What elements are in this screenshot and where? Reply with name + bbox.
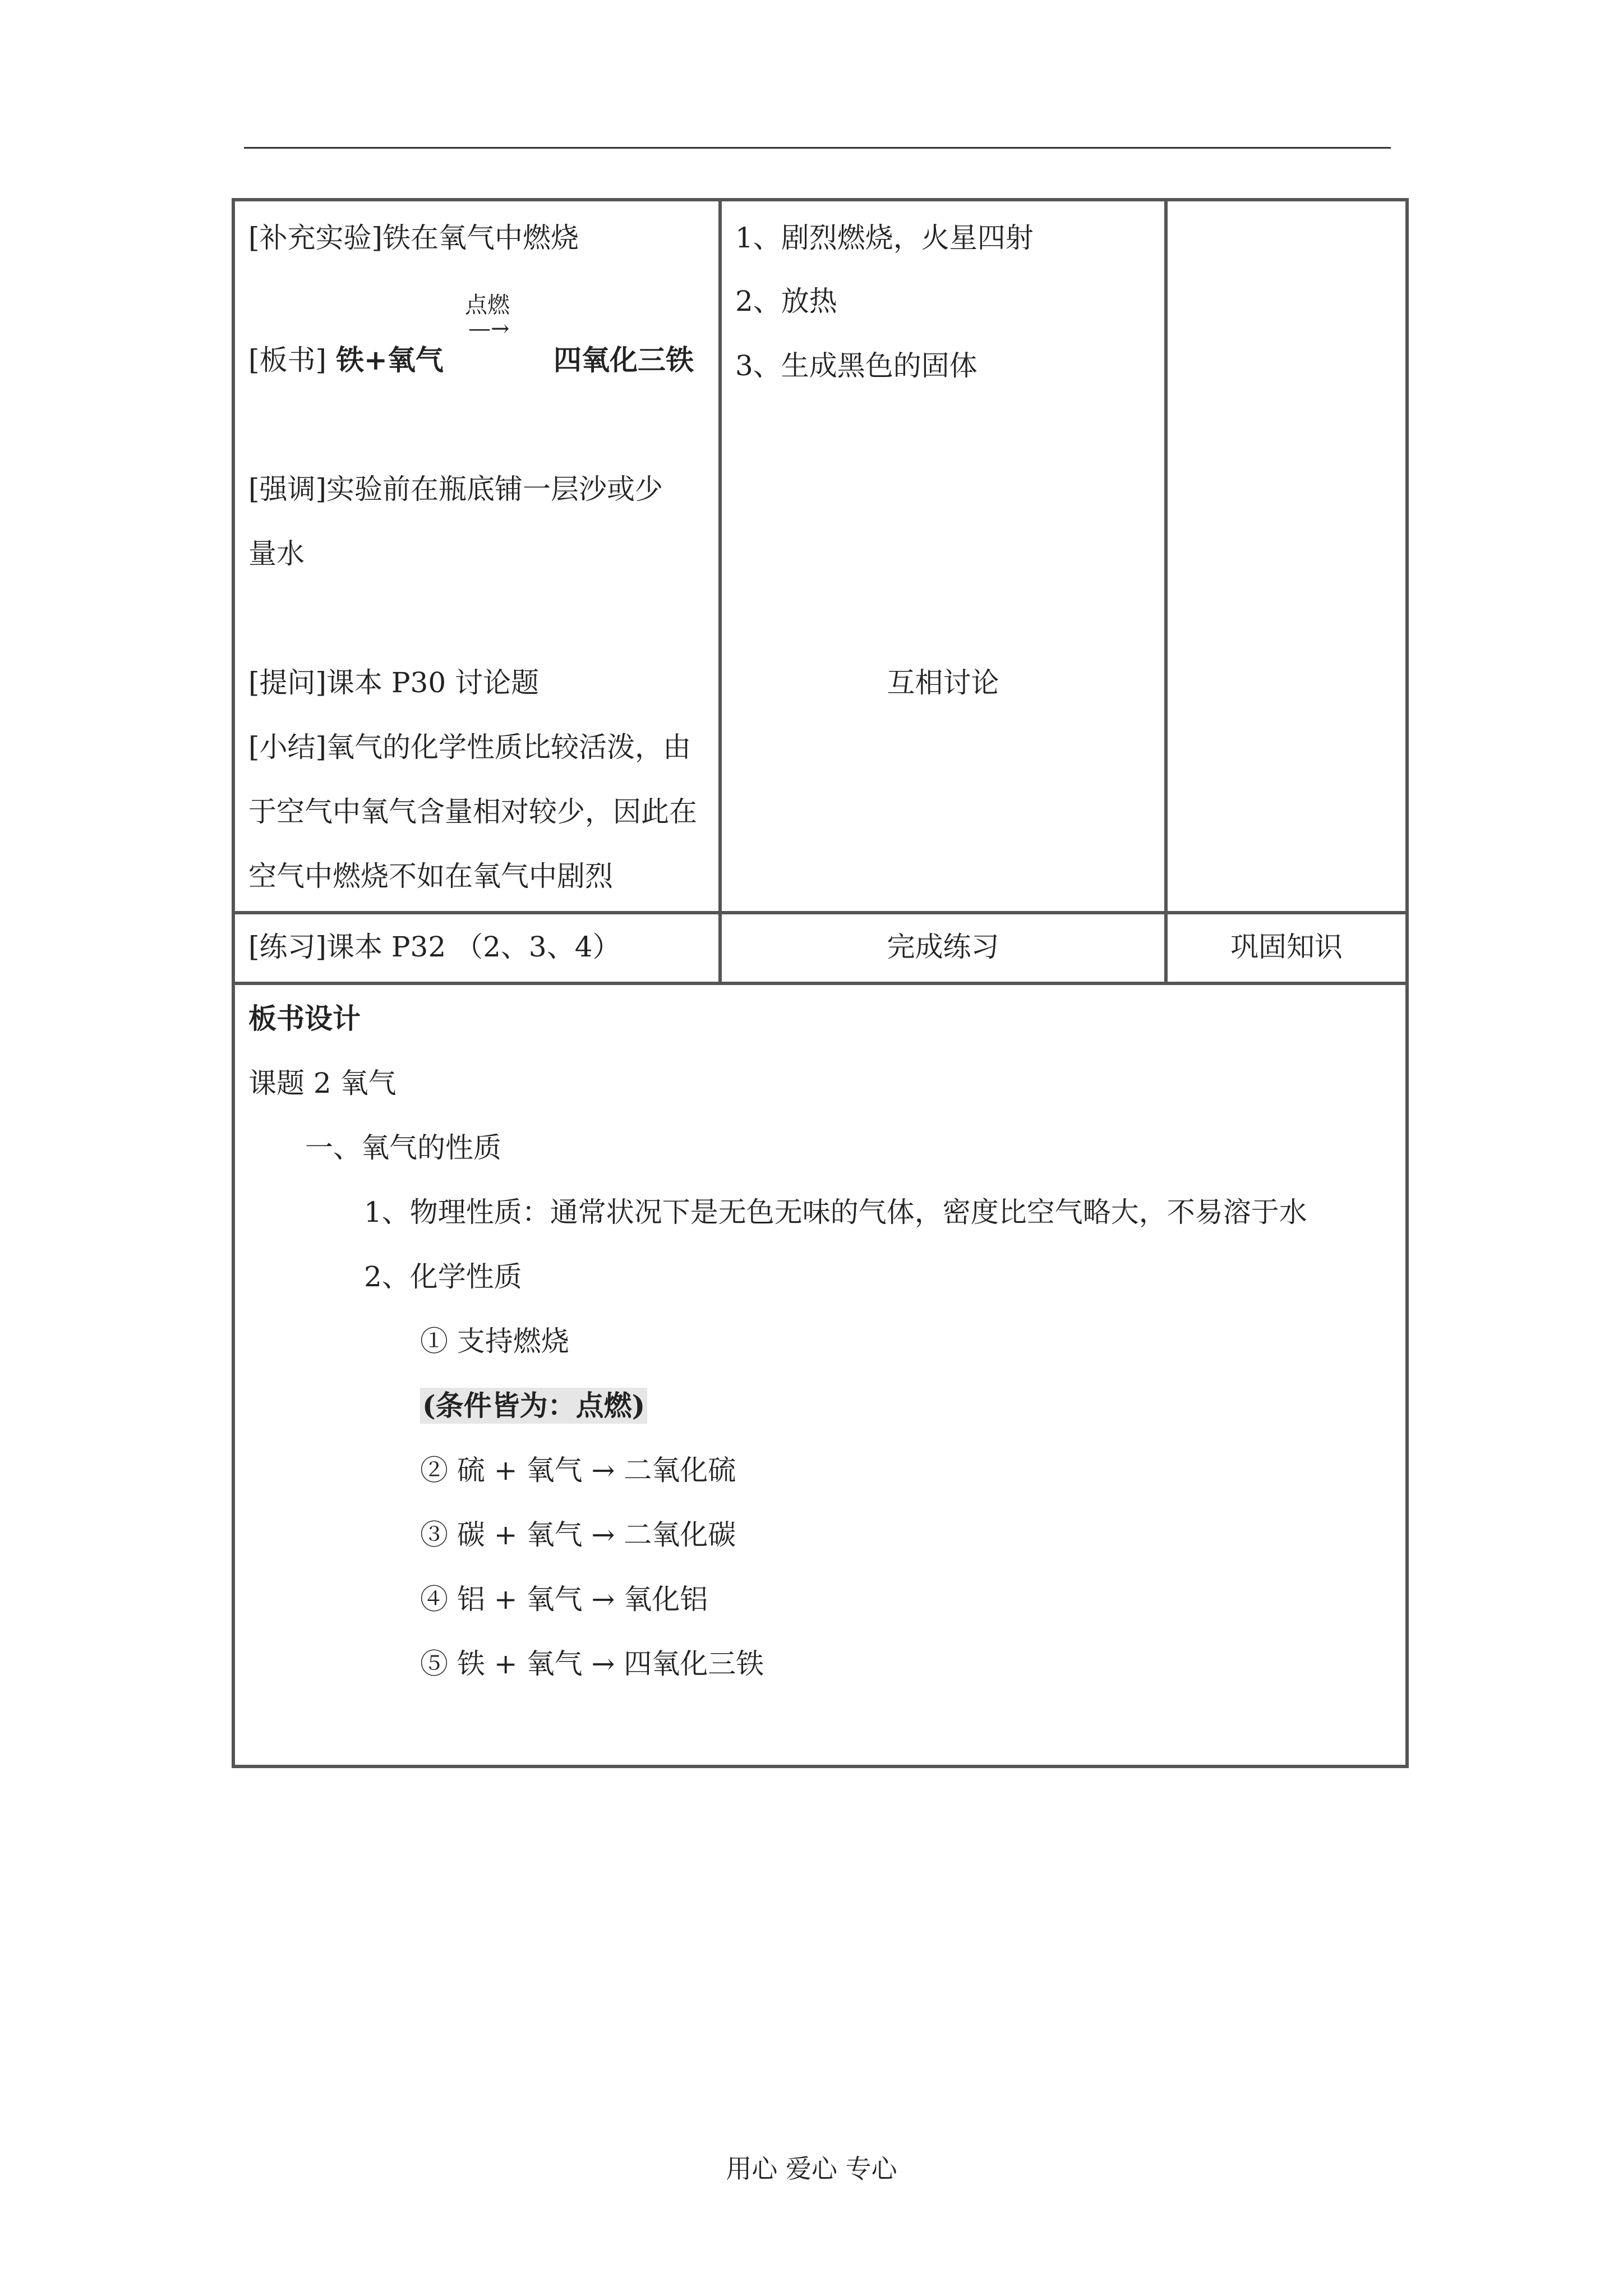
reaction-condition: 点燃 [465,292,510,318]
supplement-experiment: [补充实验]铁在氧气中燃烧 [248,222,579,254]
consolidate-text: 巩固知识 [1230,931,1343,963]
summary-line-1: [小结]氧气的化学性质比较活泼，由 [248,731,691,763]
header-rule [244,147,1391,149]
board-design-cell [233,983,1407,1766]
reaction-sulfur: ② 硫 + 氧气 → 二氧化硫 [420,1454,736,1487]
page-footer: 用心 爱心 专心 [726,2154,897,2184]
physical-properties: 1、物理性质：通常状况下是无色无味的气体，密度比空气略大，不易溶于水 [364,1196,1307,1228]
emphasis-line-2: 量水 [248,537,305,570]
reaction-carbon: ③ 碳 + 氧气 → 二氧化碳 [420,1519,736,1551]
discussion-text: 互相讨论 [887,666,999,699]
lesson-table [232,198,1409,1768]
reactants: 铁+氧气 [336,343,444,376]
exercise-cell [233,913,720,983]
support-combustion: ① 支持燃烧 [420,1325,569,1358]
lesson-topic: 课题 2 氧气 [248,1067,396,1099]
table-row [233,983,1407,1766]
exercise-text: [练习]课本 P32 （2、3、4） [248,931,621,963]
student-activity-cell [720,200,1166,913]
chemical-properties: 2、化学性质 [364,1260,522,1293]
observation-1: 1、剧烈燃烧，火星四射 [735,222,1034,254]
reaction-aluminum: ④ 铝 + 氧气 → 氧化铝 [420,1583,708,1616]
complete-exercise-cell [720,913,1166,983]
board-design-title: 板书设计 [248,1002,361,1035]
reaction-arrow: —→ [468,316,510,342]
board-prefix: [板书] [248,344,327,376]
observation-2: 2、放热 [735,285,837,318]
summary-line-3: 空气中燃烧不如在氧气中剧烈 [248,860,613,892]
product: 四氧化三铁 [554,343,694,376]
complete-exercise-text: 完成练习 [887,931,999,963]
observation-3: 3、生成黑色的固体 [735,349,978,382]
summary-line-2: 于空气中氧气含量相对较少，因此在 [248,795,697,828]
reaction-iron: ⑤ 铁 + 氧气 → 四氧化三铁 [420,1648,764,1680]
consolidate-cell [1166,913,1407,983]
intent-cell [1166,200,1407,913]
section-heading: 一、氧气的性质 [305,1131,501,1164]
condition-note: (条件皆为：点燃) [420,1388,647,1424]
teacher-activity-cell [233,200,720,913]
question-line: [提问]课本 P30 讨论题 [248,666,540,699]
emphasis-line-1: [强调]实验前在瓶底铺一层沙或少 [248,473,663,505]
table-row [233,913,1407,983]
table-row [233,200,1407,913]
